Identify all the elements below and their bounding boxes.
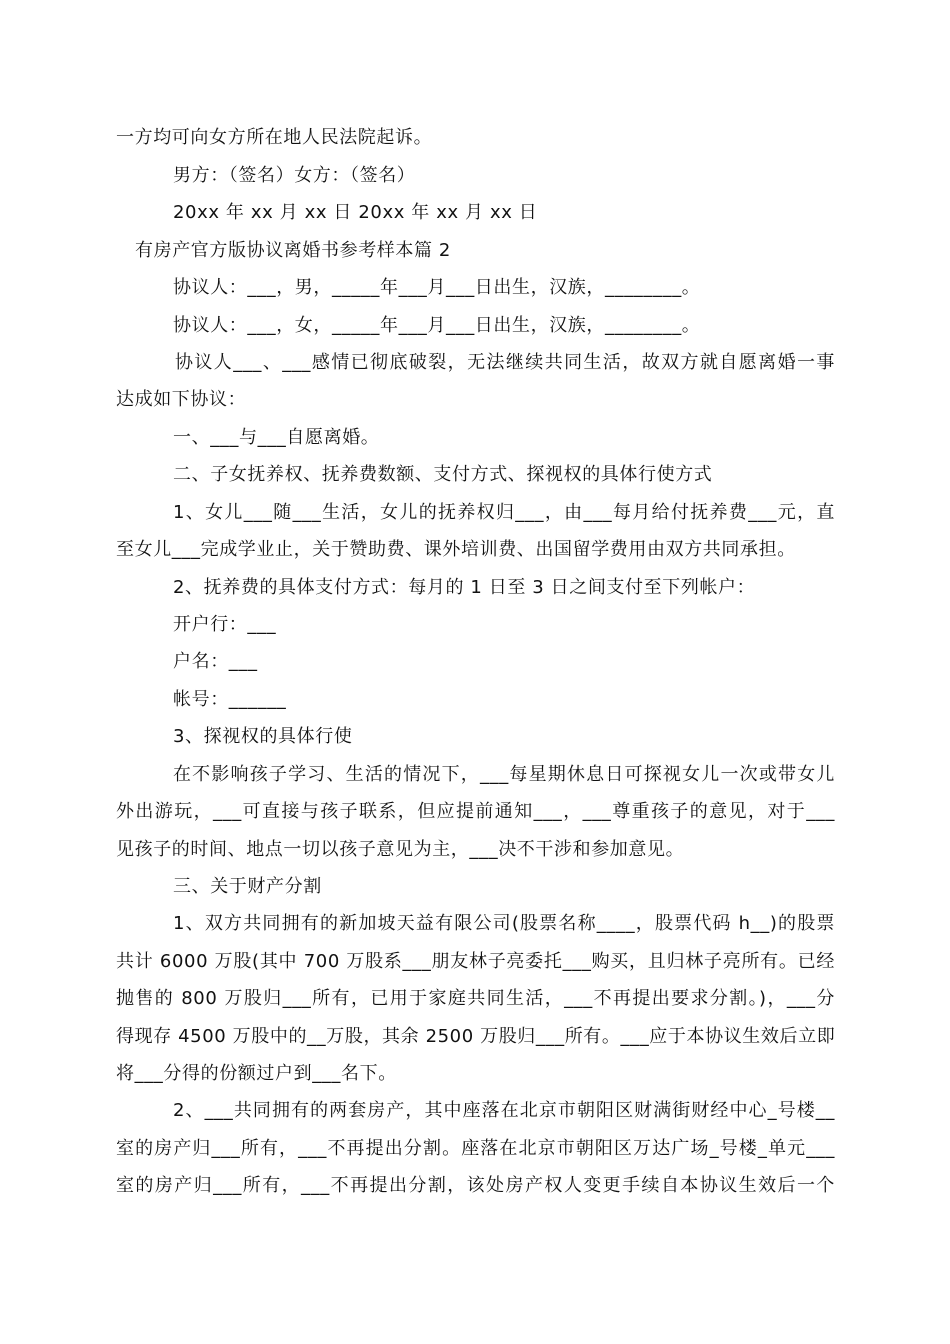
party-line: 协议人：___，男，_____年___月___日出生，汉族，________。 — [173, 277, 701, 298]
text-line: 达成如下协议： — [116, 389, 247, 410]
text-line: 2、抚养费的具体支付方式：每月的 1 日至 3 日之间支付至下列帐户： — [173, 577, 756, 598]
section-heading: 有房产官方版协议离婚书参考样本篇 2 — [135, 240, 451, 261]
text-line: 室的房产归___所有，___不再提出分割。座落在北京市朝阳区万达广场_号楼_单元___ — [116, 1138, 835, 1159]
text-line: 至女儿___完成学业止，关于赞助费、课外培训费、出国留学费用由双方共同承担。 — [116, 539, 796, 560]
text-line: 一方均可向女方所在地人民法院起诉。 — [116, 127, 433, 148]
text-line: 室的房产归___所有，___不再提出分割，该处房产权人变更手续自本协议生效后一个 — [116, 1175, 835, 1196]
text-line: 外出游玩，___可直接与孩子联系，但应提前通知___，___尊重孩子的意见，对于___ — [116, 801, 835, 822]
account-number-field: 帐号：______ — [173, 689, 287, 710]
clause-heading: 3、探视权的具体行使 — [173, 726, 353, 747]
bank-field: 开户行：___ — [173, 614, 277, 635]
clause-heading: 二、子女抚养权、抚养费数额、支付方式、探视权的具体行使方式 — [173, 464, 713, 485]
text-line: 将___分得的份额过户到___名下。 — [116, 1063, 397, 1084]
clause-heading: 三、关于财产分割 — [173, 876, 322, 897]
text-line: 共计 6000 万股(其中 700 万股系___朋友林子亮委托___购买，且归林子亮所有。已经 — [116, 951, 835, 972]
party-line: 协议人：___，女，_____年___月___日出生，汉族，________。 — [173, 315, 701, 336]
text-line: 1、女儿___随___生活，女儿的抚养权归___，由___每月给付抚养费___元，直 — [173, 502, 835, 523]
date-line: 20xx 年 xx 月 xx 日 20xx 年 xx 月 xx 日 — [173, 202, 538, 223]
text-line: 见孩子的时间、地点一切以孩子意见为主，___决不干涉和参加意见。 — [116, 839, 685, 860]
signature-line: 男方：（签名）女方：（签名） — [173, 165, 416, 186]
text-line: 2、___共同拥有的两套房产，其中座落在北京市朝阳区财满街财经中心_号楼__ — [173, 1100, 835, 1121]
text-line: 抛售的 800 万股归___所有，已用于家庭共同生活，___不再提出要求分割。)，___分 — [116, 988, 835, 1009]
account-name-field: 户名：___ — [173, 651, 258, 672]
text-line: 1、双方共同拥有的新加坡天益有限公司(股票名称____，股票代码 h__)的股票 — [173, 913, 835, 934]
clause-heading: 一、___与___自愿离婚。 — [173, 427, 380, 448]
text-line: 得现存 4500 万股中的__万股，其余 2500 万股归___所有。___应于本协议生效后立即 — [116, 1026, 836, 1047]
text-line: 在不影响孩子学习、生活的情况下，___每星期休息日可探视女儿一次或带女儿 — [173, 764, 835, 785]
text-line: 协议人___、___感情已彻底破裂，无法继续共同生活，故双方就自愿离婚一事 — [175, 352, 835, 373]
